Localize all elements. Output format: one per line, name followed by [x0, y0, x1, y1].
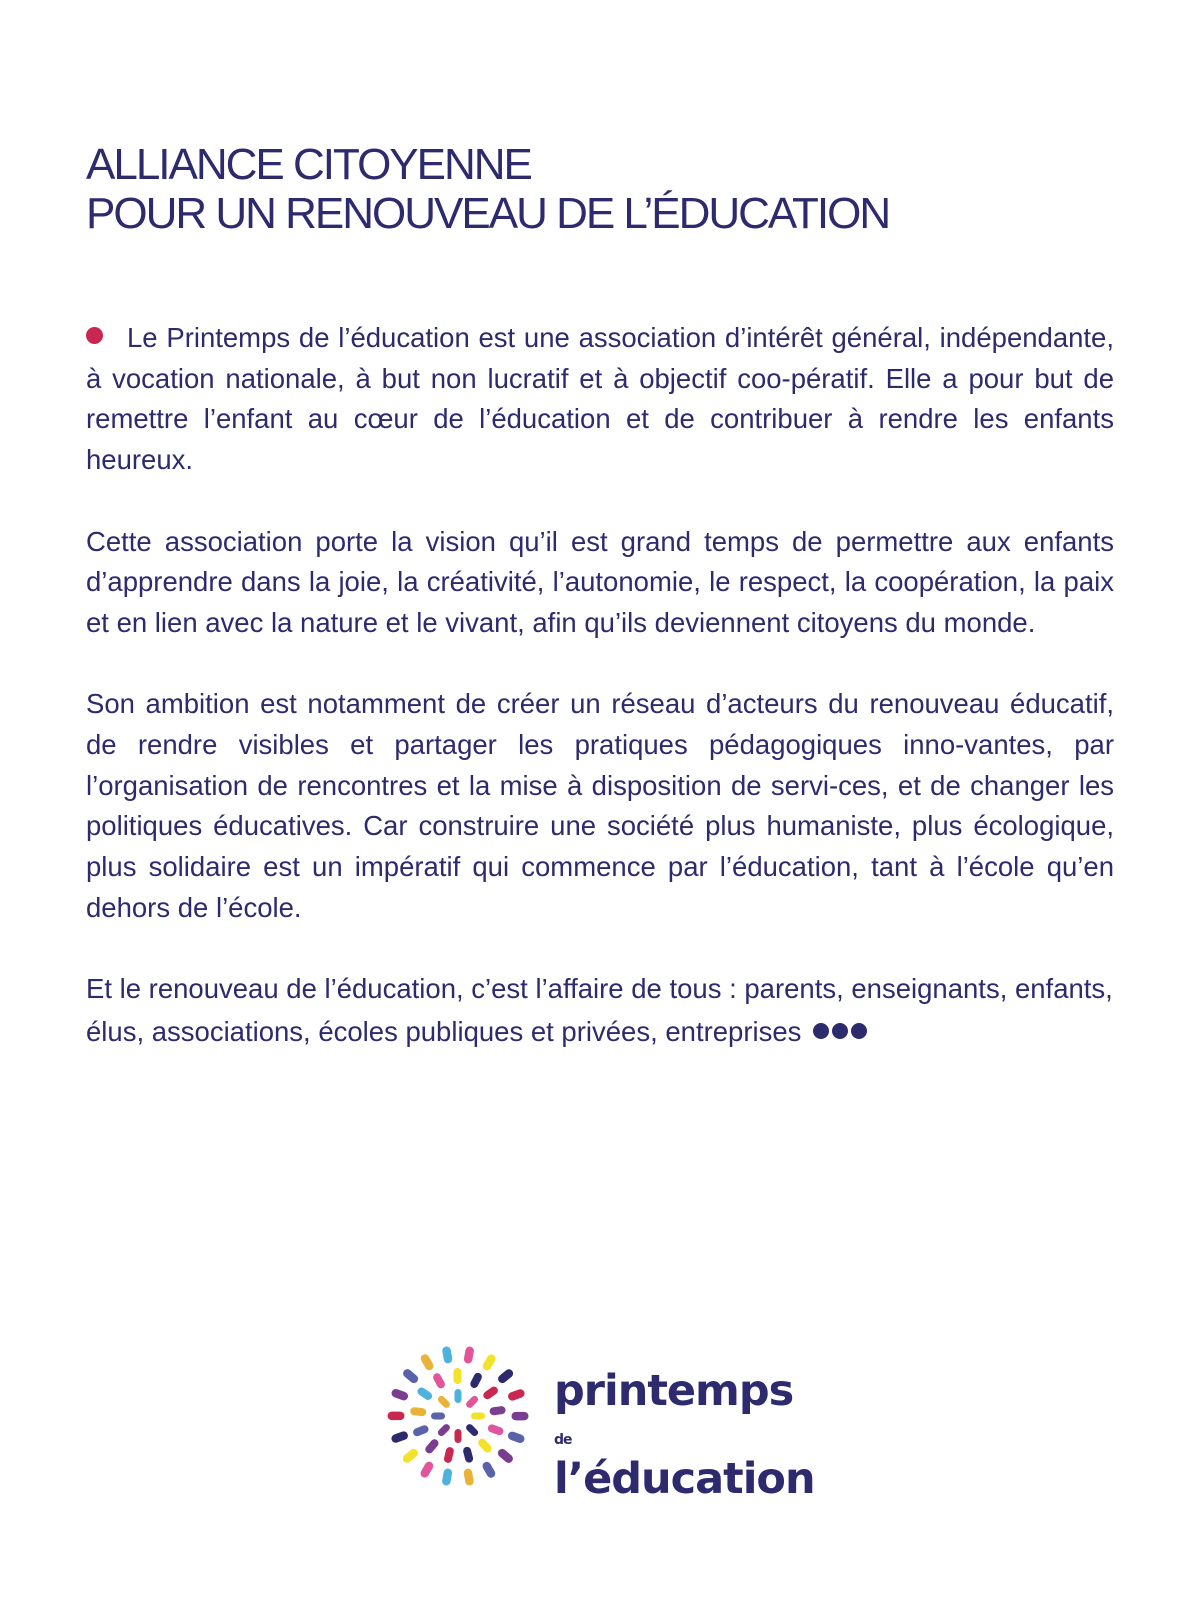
- logo-word-education: [554, 1415, 818, 1504]
- logo-word-leducation: l’éducation: [554, 1454, 815, 1504]
- logo-petal: [481, 1460, 497, 1479]
- logo-petal: [496, 1367, 514, 1384]
- title-line-2: POUR UN RENOUVEAU DE L’ÉDUCATION: [86, 189, 890, 238]
- paragraph-1-text: Le Printemps de l’éducation est une association d’intérêt général, indépendante, à vocation nationale, à but non lucratif et à objectif coo-pératif. Elle a pour but de remettre l’enfant au cœur de l’éducation et de contribuer à rendre les enfants heureux.: [86, 322, 1114, 476]
- logo-petal: [465, 1423, 480, 1438]
- logo-petal: [390, 1388, 409, 1402]
- paragraph-2: Cette association porte la vision qu’il est grand temps de permettre aux enfants d’apprendre dans la joie, la créativité, l’autonomie, le respect, la coopération, la paix et en lien avec la nature et le vivant, afin qu’ils deviennent citoyens du monde.: [86, 525, 1114, 638]
- title-line-1: ALLIANCE CITOYENNE: [86, 140, 531, 189]
- logo-petal: [511, 1412, 528, 1421]
- logo-petal: [436, 1423, 451, 1438]
- logo-petal: [443, 1446, 454, 1463]
- logo-petal: [462, 1446, 474, 1463]
- logo-petal: [465, 1394, 480, 1409]
- ellipsis-dots-icon: [813, 1010, 870, 1051]
- logo-petal: [481, 1353, 497, 1372]
- logo-petal: [455, 1389, 462, 1403]
- logo-petal: [507, 1388, 526, 1402]
- logo-petal: [469, 1371, 483, 1389]
- logo-petal: [401, 1447, 419, 1464]
- logo-petal: [442, 1346, 453, 1364]
- printemps-education-logo: [378, 1336, 818, 1504]
- body-text: [86, 318, 1114, 1093]
- paragraph-4: [86, 969, 1114, 1052]
- sunburst-logo-icon: [378, 1336, 538, 1496]
- paragraph-4-text: Et le renouveau de l’éducation, c’est l’affaire de tous : parents, enseignants, enfants, élus, associations, écoles publiques et privées, entreprises: [86, 973, 1113, 1047]
- paragraph-3: Son ambition est notamment de créer un réseau d’acteurs du renouveau éducatif, de rendre visibles et partager les pratiques pédagogiques inno-vantes, par l’organisation de rencontres et la mise à disposition de servi-ces, et de changer les politiques éducatives. Car construire une société plus humaniste, plus écologique, plus solidaire est un impératif qui commence par l’éducation, tant à l’école qu’en dehors de l’école.: [86, 688, 1114, 923]
- logo-petal: [412, 1424, 430, 1437]
- logo-petal: [419, 1460, 435, 1479]
- bullet-dot-icon: [86, 327, 103, 344]
- logo-petal: [489, 1406, 506, 1416]
- logo-petal: [471, 1413, 485, 1420]
- logo-petal: [416, 1386, 434, 1402]
- logo-petal: [496, 1447, 514, 1464]
- page-title: [86, 140, 1116, 238]
- logo-petal: [419, 1353, 435, 1372]
- logo-petal: [507, 1430, 526, 1444]
- logo-petal: [455, 1429, 462, 1443]
- logo-word-de: de: [554, 1432, 572, 1448]
- logo-petal: [436, 1394, 451, 1409]
- logo-word-printemps: printemps: [554, 1366, 794, 1416]
- logo-petal: [463, 1346, 474, 1364]
- logo-petal: [487, 1423, 505, 1436]
- logo-petal: [387, 1412, 404, 1421]
- logo-petal: [477, 1437, 494, 1454]
- logo-wordmark: [554, 1366, 818, 1504]
- logo-petal: [482, 1385, 500, 1401]
- logo-petal: [441, 1468, 452, 1486]
- logo-petal: [463, 1468, 474, 1486]
- logo-petal: [424, 1438, 441, 1455]
- logo-petal: [432, 1372, 447, 1390]
- logo-petal: [431, 1413, 445, 1420]
- logo-petal: [410, 1407, 427, 1417]
- logo-petal: [453, 1368, 461, 1384]
- logo-petal: [390, 1430, 409, 1444]
- logo-petal: [401, 1367, 419, 1384]
- paragraph-1: [86, 318, 1114, 481]
